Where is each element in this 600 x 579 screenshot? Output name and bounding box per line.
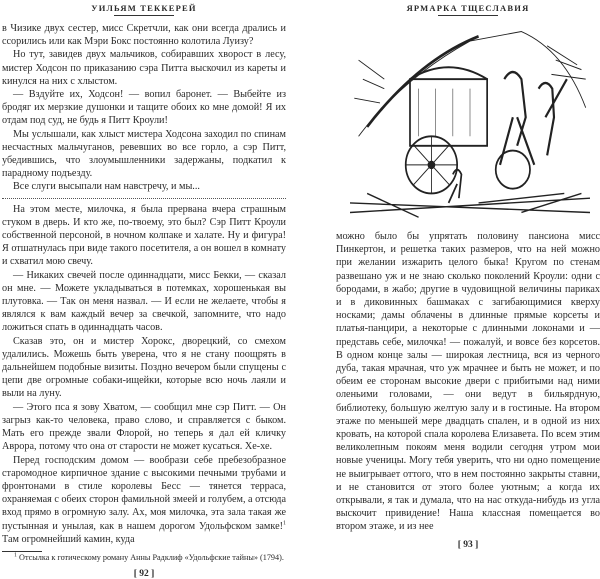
paragraph: Все слуги высыпали нам навстречу, и мы... <box>13 181 200 193</box>
right-page <box>300 0 600 550</box>
footnote <box>2 553 286 563</box>
section-break-dots <box>2 198 286 199</box>
paragraph: Мы услышали, как хлыст мистера Ходсона заходил по спинам несчастных мальчуганов, ревевших во все горло, а сэр Питт, убедившись, что злоумышленники задержаны, подкатил к парадному подъезду. <box>2 128 286 180</box>
paragraph: Сказав это, он и мистер Хорокс, дворецкий, со смехом удалились. Можешь быть уверена, что я не стану поощрять в дальнейшем подобные визиты. Поздно вечером были спущены с цепи две огромные собаки-ищейки, которые всю ночь лаяли и выли на луну. <box>2 335 286 400</box>
running-head-title: ЯРМАРКА ТЩЕСЛАВИЯ <box>336 3 600 16</box>
paragraph-tail: Там огромнейший камин, куда <box>2 533 135 545</box>
page-number: [ 92 ] <box>133 568 155 579</box>
footnote-mark: 1 <box>14 552 17 559</box>
paragraph: На этом месте, милочка, я была прервана вчера страшным стуком в дверь. И кто же, по-твоему, это был? Сэр Питт Кроули собственной персоной, в ночном колпаке и халате. Ну и фигура! Я отшатнулась при виде такого посетителя, а он вошел в комнату и схватил мою свечу. <box>2 203 286 268</box>
paragraph: Но тут, завидев двух мальчиков, собиравших хворост в лесу, мистер Ходсон по приказанию сэра Питта выскочил из кареты и кинулся на них с хлыстом. <box>2 49 286 87</box>
right-page-text <box>336 230 600 534</box>
paragraph <box>2 454 286 546</box>
paragraph-body: Перед господским домом — вообрази себе пребезобразное старомодное кирпичное здание с высокими печными трубами и фронтонами в стиле королевы Бесс — тянется терраса, охраняемая с обеих сторон фамильной змеей и голубем, а отсюда вход прямо в огромную залу. Ах, моя милочка, эта зала такая же пустынная и унылая, как в нашем дорогом Удольфском замке! <box>2 454 286 532</box>
paragraph: в Чизике двух сестер, мисс Скретчли, как они всегда дрались и ссорились или как Мэри Бокс постоянно колотила Луизу? <box>2 23 286 48</box>
page-number: [ 93 ] <box>457 539 479 550</box>
footnote-text: Отсылка к готическому роману Анны Радклиф «Удольфские тайны» (1794). <box>19 552 284 562</box>
illustration-carriage-scene <box>350 22 590 222</box>
paragraph: — Вздуйте их, Ходсон! — вопил баронет. — Выбейте из бродяг их мерзкие душонки и тащите обоих ко мне домой! Я их отдам под суд, не будь я Питт Кроули! <box>2 89 286 127</box>
running-head-author: УИЛЬЯМ ТЕККЕРЕЙ <box>2 3 286 16</box>
paragraph: — Никаких свечей после одиннадцати, мисс Бекки, — сказал он мне. — Можете укладываться в потемках, хорошенькая вы плутовка. — Так он меня назвал. — И если не желаете, чтобы я являлся к вам каждый вечер за свечкой, запомните, что надо ложиться спать в одиннадцать часов. <box>2 269 286 334</box>
paragraph: можно было бы упрятать половину пансиона мисс Пинкертон, и решетка таких размеров, что на ней можно при желании изжарить целого быка! Кругом по стенам развешано уж и не знаю сколько поколений Кроули: одни с бородами, в жабо; другие в чудовищной величины париках и в диковинных башмаках с загибающимися кверху носками; дамы облачены в длинные прямые корсеты и платья-панцири, а некоторые с длинными локонами и — представь себе, милочка! — пожалуй, и вовсе без корсетов. В одном конце залы — широкая лестница, вся из черного дуба, такая мрачная, что уж мрачнее и быть не может, и по обеим ее сторонам высокие двери с прибитыми над ними оленьими головами, — они ведут в бильярдную, библиотеку, большую желтую залу и в гостиные. На втором этаже по меньшей мере двадцать спален, и в одной из них кровать, на которой спала королева Елизавета. По всем этим великолепным покоям меня водили сегодня утром мои новые ученицы. Могу тебя уверить, что ни одно помещение не выигрывает оттого, что в нем постоянно закрыты ставни, и не становится от этого более уютным; а когда их открывали, я так и думала, что на нас откуда-нибудь из угла выскочит привидение! Наша классная помещается во втором этаже, и из нее <box>336 231 600 533</box>
footnote-ref: 1 <box>283 520 286 527</box>
left-page-text <box>2 22 286 546</box>
paragraph: — Этого пса я зову Хватом, — сообщил мне сэр Питт. — Он загрыз как-то человека, право слово, и справляется с быком. Мать его прежде звали Флорой, но теперь я дал ей кличку Аврора, потому что она от старости не может кусаться. Хе-хе. <box>2 401 286 453</box>
footnote-rule <box>2 551 42 552</box>
